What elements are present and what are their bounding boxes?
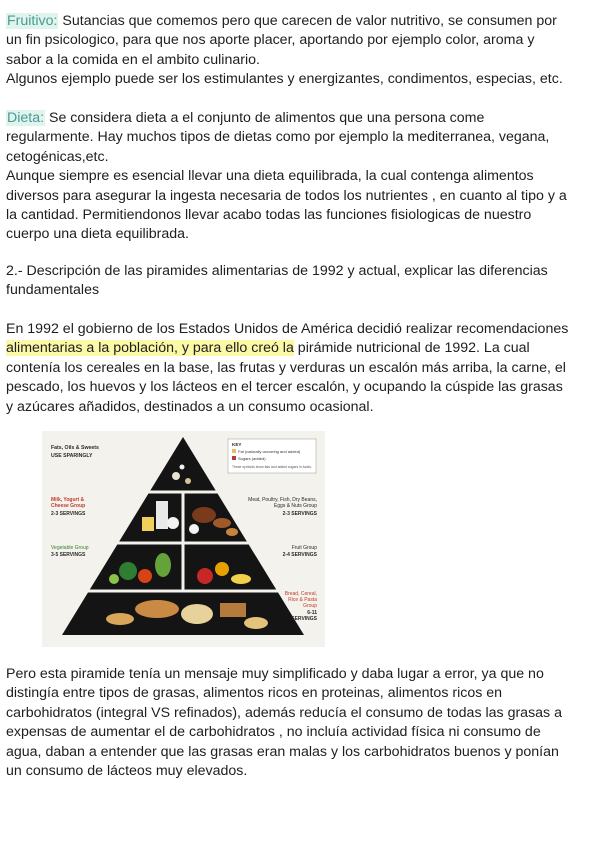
text-line: expensas de aumentar el de carbohidratos , no incluía actividad física ni consumo de xyxy=(6,724,541,741)
text-line: Aunque siempre es esencial llevar una dieta equilibrada, la cual contenga alimentos xyxy=(6,168,534,185)
text-line: regularmente. Hay muchos tipos de dietas como por ejemplo la mediterranea, vegana, xyxy=(6,129,550,146)
label-fruit-serving: 2-4 SERVINGS xyxy=(282,552,317,558)
label-bread: Bread, Cereal, xyxy=(284,591,317,597)
term-dieta: Dieta: xyxy=(7,110,45,126)
key-note: These symbols show fats and added sugars in foods. xyxy=(232,465,312,469)
label-vegetable-serving: 3-5 SERVINGS xyxy=(51,552,86,558)
label-meat: Meat, Poultry, Fish, Dry Beans, xyxy=(248,497,317,503)
label-bread-2: Rice & Pasta xyxy=(288,597,317,603)
text-line: diversos para asegurar la ingesta necesaria de todos los nutrientes , en cuanto al tipo y a xyxy=(6,187,567,204)
key-sugar-swatch xyxy=(232,456,236,460)
label-fats: Fats, Oils & Sweets xyxy=(51,445,99,451)
label-bread-serving-2: SERVINGS xyxy=(291,616,317,622)
text-line: sabor a la comida en el ambito culinario. xyxy=(6,51,260,68)
label-fats-serving: USE SPARINGLY xyxy=(51,453,93,459)
text-line: agua, daban a entender que las grasas eran malas y los carbohidratos buenos y ponían xyxy=(6,743,559,760)
label-meat-serving: 2-3 SERVINGS xyxy=(282,511,317,517)
paragraph-critique xyxy=(6,665,586,781)
paragraph-dieta xyxy=(6,109,586,245)
label-meat-2: Eggs & Nuts Group xyxy=(273,503,317,509)
label-fruit: Fruit Group xyxy=(291,545,317,551)
text-span: pirámide nutricional de 1992. La cual xyxy=(293,340,530,357)
label-bread-serving: 6-11 xyxy=(307,610,317,616)
paragraph-1992 xyxy=(6,320,586,417)
text-line: pescado, los huevos y los lácteos en el tercer escalón, y ocupando la cúspide las grasas xyxy=(6,379,563,396)
label-bread-3: Group xyxy=(303,603,317,609)
text-line: En 1992 el gobierno de los Estados Unidos de América decidió realizar recomendaciones xyxy=(6,321,569,337)
text-line: 2.- Descripción de las piramides alimentarias de 1992 y actual, explicar las diferencias xyxy=(6,263,548,279)
label-milk-serving: 2-3 SERVINGS xyxy=(51,511,86,517)
text-line xyxy=(6,12,586,31)
text-span: Sutancias que comemos pero que carecen de valor nutritivo, se consumen por xyxy=(58,13,557,29)
text-line: cetogénicas,etc. xyxy=(6,148,109,165)
text-line xyxy=(6,109,586,128)
term-fruitivo: Fruitivo: xyxy=(7,13,58,29)
paragraph-fruitivo xyxy=(6,12,586,90)
text-line: un consumo de lácteos muy elevados. xyxy=(6,763,248,780)
label-vegetable: Vegetable Group xyxy=(51,545,89,551)
text-line xyxy=(6,339,586,358)
text-line: la cantidad. Permitiendonos llevar acabo todas las funciones fisiologicas de nuestro xyxy=(6,207,532,224)
text-line: Algunos ejemplo puede ser los estimulantes y energizantes, condimentos, especias, etc. xyxy=(6,71,563,88)
text-line: distingía entre tipos de grasas, alimentos ricos en proteinas, alimentos ricos en xyxy=(6,685,503,702)
text-span: Se considera dieta a el conjunto de alimentos que una persona come xyxy=(45,110,485,126)
text-line: carbohidratos (integral VS refinados), además reducía el consumo de todas las grasas a xyxy=(6,704,562,721)
text-line: y azúcares añadidos, destinados a un consumo ocasional. xyxy=(6,398,374,415)
text-line: cuerpo una dieta equilibrada. xyxy=(6,226,189,243)
food-pyramid-image xyxy=(42,431,325,647)
key-fat-swatch xyxy=(232,449,236,453)
label-milk: Milk, Yogurt & xyxy=(51,497,85,503)
section-heading xyxy=(6,262,586,301)
text-line: un fin psicologico, para que nos aporte placer, aportando por ejemplo color, aroma y xyxy=(6,32,535,49)
key-title: KEY xyxy=(232,442,242,447)
text-line: Pero esta piramide tenía un mensaje muy simplificado y daba lugar a error, ya que no xyxy=(6,666,544,682)
label-milk-2: Cheese Group xyxy=(51,503,86,509)
key-fat-label: Fat (naturally occurring and added) xyxy=(238,449,301,454)
text-line: contenía los cereales en la base, las frutas y verduras un escalón más arriba, la carne, el xyxy=(6,359,566,376)
key-sugar-label: Sugars (added) xyxy=(238,456,266,461)
text-line: fundamentales xyxy=(6,282,100,299)
highlighted-text: alimentarias a la población, y para ello creó la xyxy=(6,340,294,357)
food-pyramid-figure xyxy=(42,431,325,647)
